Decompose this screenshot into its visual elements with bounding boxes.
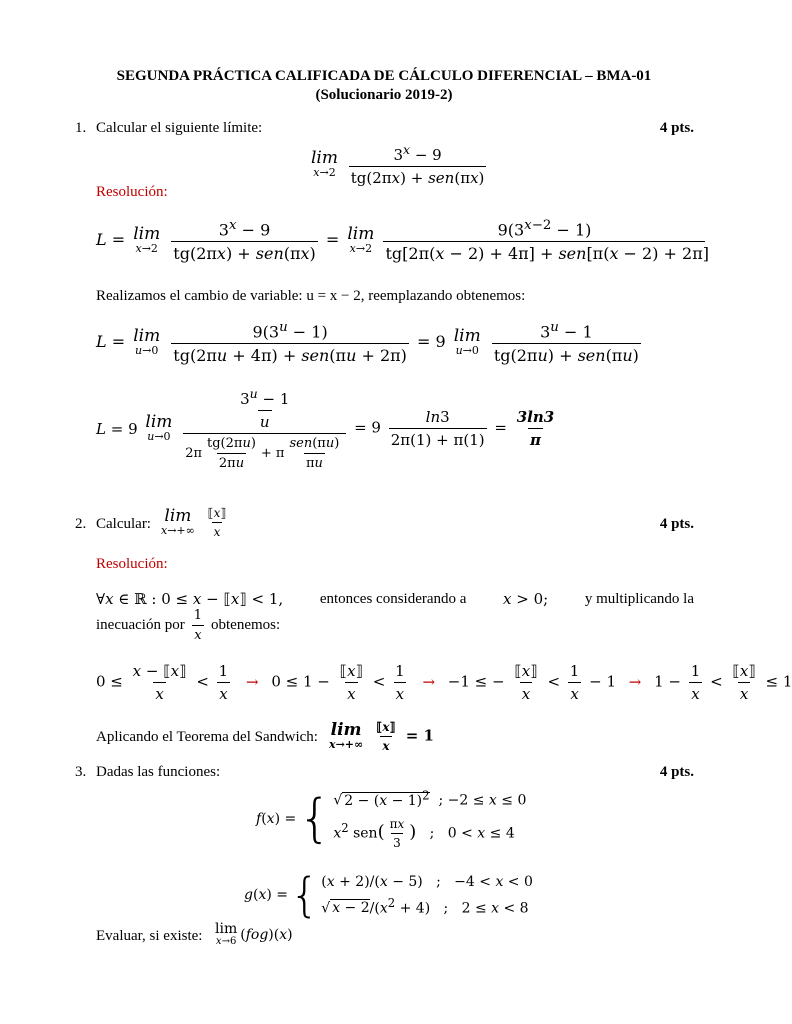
problem-2-text-a: entonces considerando a <box>319 590 467 607</box>
problem-3-number: 3. <box>75 764 87 780</box>
problem-1-step-1: L = lim x→2 $\frac{3^x - 9}{\text{tg(2πx) + sen(πx)}}$ = lim x→2 $\frac{9(3^{x-2} - 1)}{\text{tg[2π(x − 2) + 4π] + sen[π(x − 2) + 2π]}}$ <box>96 218 709 264</box>
page-subtitle: (Solucionario 2019-2) <box>315 87 453 103</box>
problem-2-limit-expression: lim x→+∞ $\frac{⟦x⟧}{x}$ <box>161 506 227 539</box>
problem-2-line-2: inecuación por $\frac{1}{x}$ obtenemos: <box>96 608 281 643</box>
problem-1-limit-expression: lim x→2 $\frac{3^x - 9}{\text{tg(2πx) + sen(πx)}}$ <box>311 142 485 187</box>
problem-3-function-f: f(x) = { √ $2 - (x - 1)^2$ ; −2 ≤ x ≤ 0 $x^2$ sen( $\frac{\pi x}{3}$ ) ; 0 < x ≤ 4 <box>256 788 527 850</box>
problem-2-number: 2. <box>75 516 87 532</box>
problem-2-resolution-label: Resolución: <box>96 556 168 572</box>
problem-1-resolution-label: Resolución: <box>96 184 168 200</box>
problem-2-points: 4 pts. <box>659 516 694 532</box>
problem-3-statement: Dadas las funciones: <box>96 764 221 780</box>
problem-2-text-b: y multiplicando la <box>584 590 694 607</box>
problem-2-inequality-chain: 0 ≤ $\frac{x - ⟦x⟧}{x}$ < $\frac{1}{x}$ → 0 ≤ 1 − $\frac{⟦x⟧}{x}$ < $\frac{1}{x}$ → −1 ≤ − $\frac{⟦x⟧}{x}$ < $\frac{1}{x}$ − 1 → 1 − $\frac{1}{x}$ < $\frac{⟦x⟧}{x}$ ≤ 1 <box>96 662 792 703</box>
problem-1-change-variable-text: Realizamos el cambio de variable: u = x − 2, reemplazando obtenemos: <box>96 288 526 304</box>
problem-3-evaluate-text: Evaluar, si existe: <box>96 928 203 944</box>
page-title: SEGUNDA PRÁCTICA CALIFICADA DE CÁLCULO DIFERENCIAL – BMA-01 <box>116 68 652 84</box>
problem-2-text-c: inecuación por <box>96 617 185 633</box>
problem-2-text-d: obtenemos: <box>211 617 281 633</box>
problem-3-function-g: g(x) = { (x + 2)/(x − 5) ; −4 < x < 0 √ $x - 2/(x^2 + 4)$ ; 2 ≤ x < 8 <box>244 868 533 922</box>
problem-3-points: 4 pts. <box>659 764 694 780</box>
problem-2-statement: Calcular: <box>96 516 151 532</box>
problem-1-statement: Calcular el siguiente límite: <box>96 120 263 136</box>
problem-2-line-1: ∀x ∈ ℝ : 0 ≤ x − ⟦x⟧ < 1, entonces considerando a x > 0; y multiplicando la <box>96 590 694 608</box>
problem-2-sandwich-text: Aplicando el Teorema del Sandwich: <box>96 729 318 745</box>
problem-1-step-3: L = 9 lim u→0 $\frac{3^u - 1}{u}$ 2π $\frac{tg(2\pi u)}{2\pi u}$ + π $\frac{\text{sen(πu)}}{\pi u}$ = 9 $\frac{\ln 3}{2\pi(1) + \pi(1)}$ = $\frac{3\ln 3}{\pi}$ <box>96 386 555 471</box>
problem-1-points: 4 pts. <box>659 120 694 136</box>
problem-3-evaluate-expression: lim x→6 (fog)(x) <box>215 921 293 947</box>
problem-1-number: 1. <box>75 120 87 136</box>
problem-1-step-2: L = lim u→0 $\frac{9(3^u - 1)}{\text{tg(2πu + 4π) + sen(πu + 2π)}}$ = 9 lim u→0 $\frac{3^u - 1}{\text{tg(2πu) + sen(πu)}}$ <box>96 320 639 366</box>
problem-2-sandwich-result: lim x→+∞ $\frac{⟦x⟧}{x}$ = 1 <box>329 720 434 753</box>
